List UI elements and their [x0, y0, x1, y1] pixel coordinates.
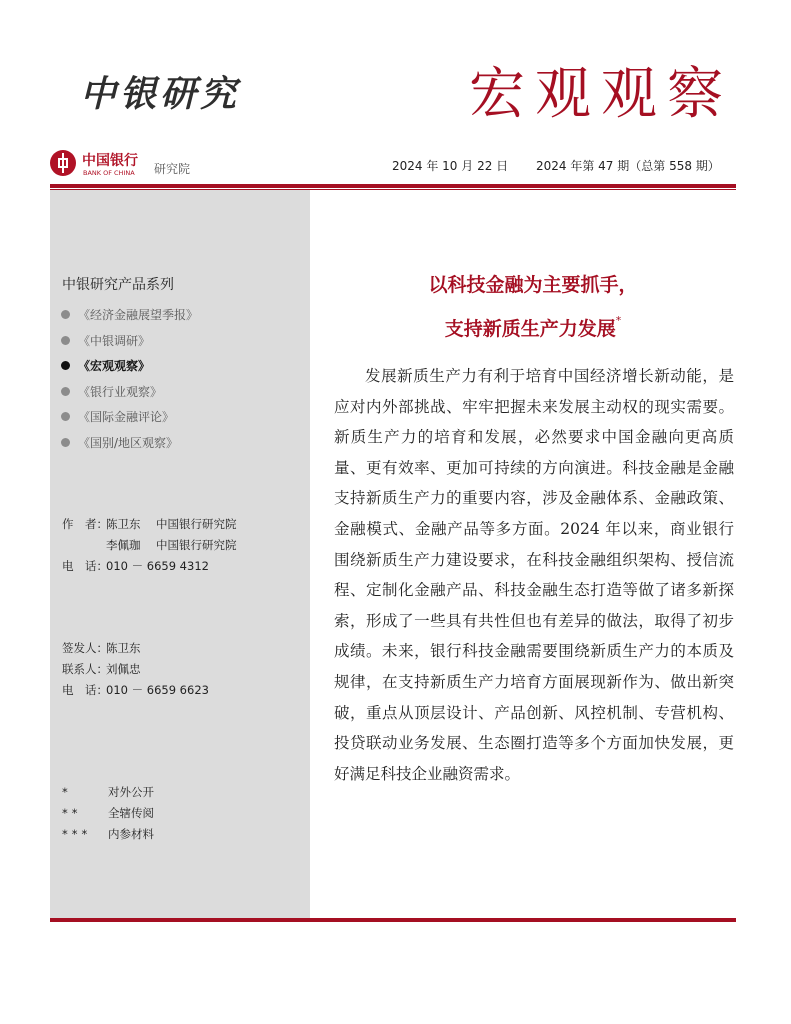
bullet-icon — [61, 361, 70, 370]
bullet-icon — [61, 310, 70, 319]
series-item: 《国别/地区观察》 — [58, 430, 198, 456]
series-title: 中银研究产品系列 — [62, 277, 174, 293]
series-item-active: 《宏观观察》 — [58, 353, 198, 379]
report-title: 宏观观察 — [469, 62, 733, 127]
series-list — [58, 302, 198, 455]
series-item: 《国际金融评论》 — [58, 404, 198, 430]
article-title-line2: 支持新质生产力发展* — [444, 314, 622, 340]
institute-label: 研究院 — [154, 162, 191, 176]
series-item: 《经济金融展望季报》 — [58, 302, 198, 328]
bottom-rule — [50, 918, 736, 922]
article-body: 发展新质生产力有利于培育中国经济增长新动能，是应对内外部挑战、牢牢把握未来发展主动权的现实需要。新质生产力的培育和发展，必然要求中国金融向更高质量、更有效率、更加可持续的方向演进。科技金融是金融支持新质生产力的重要内容，涉及金融体系、金融政策、金融模式、金融产品等多方面。2024 年以来，商业银行围绕新质生产力建设要求，在科技金融组织架构、授信流程、定制化金融产品、科技金融生态打造等做了诸多新探索，形成了一些具有共性但也有差异的做法，取得了初步成绩。未来，银行科技金融需要围绕新质生产力的本质及规律，在支持新质生产力培育方面展现新作为、做出新突破，重点从顶层设计、产品创新、风控机制、专营机构、投贷联动业务发展、生态圈打造等多个方面加快发展，更好满足科技企业融资需求。 — [334, 367, 734, 783]
issue-number: 2024 年第 47 期（总第 558 期） — [536, 159, 720, 173]
logo-cn-text: 中国银行 — [82, 153, 138, 169]
bullet-icon — [61, 387, 70, 396]
series-item: 《中银调研》 — [58, 328, 198, 354]
contact-row: 联系人：刘佩忠 — [62, 662, 141, 676]
classification-row: * 对外公开 — [62, 785, 154, 799]
bullet-icon — [61, 336, 70, 345]
boc-logo-icon — [50, 150, 76, 176]
article-title-line1: 以科技金融为主要抓手， — [428, 274, 638, 296]
top-rule — [50, 184, 736, 188]
series-item: 《银行业观察》 — [58, 379, 198, 405]
classification-row: ** 全辖传阅 — [62, 806, 154, 820]
phone-row-2: 电 话：010 － 6659 6623 — [62, 683, 209, 697]
logo-en-text: BANK OF CHINA — [83, 169, 135, 177]
issue-date: 2024 年 10 月 22 日 — [392, 159, 509, 173]
bullet-icon — [61, 412, 70, 421]
author-row-1: 作 者：陈卫东 中国银行研究院 — [62, 517, 237, 531]
signer-row: 签发人：陈卫东 — [62, 641, 141, 655]
phone-row-1: 电 话：010 － 6659 4312 — [62, 559, 209, 573]
footnote-marker: * — [615, 314, 622, 327]
author-row-2: 李佩珈 中国银行研究院 — [106, 538, 237, 552]
classification-row: *** 内参材料 — [62, 827, 154, 841]
bullet-icon — [61, 438, 70, 447]
brand-script: 中银研究 — [80, 73, 241, 115]
